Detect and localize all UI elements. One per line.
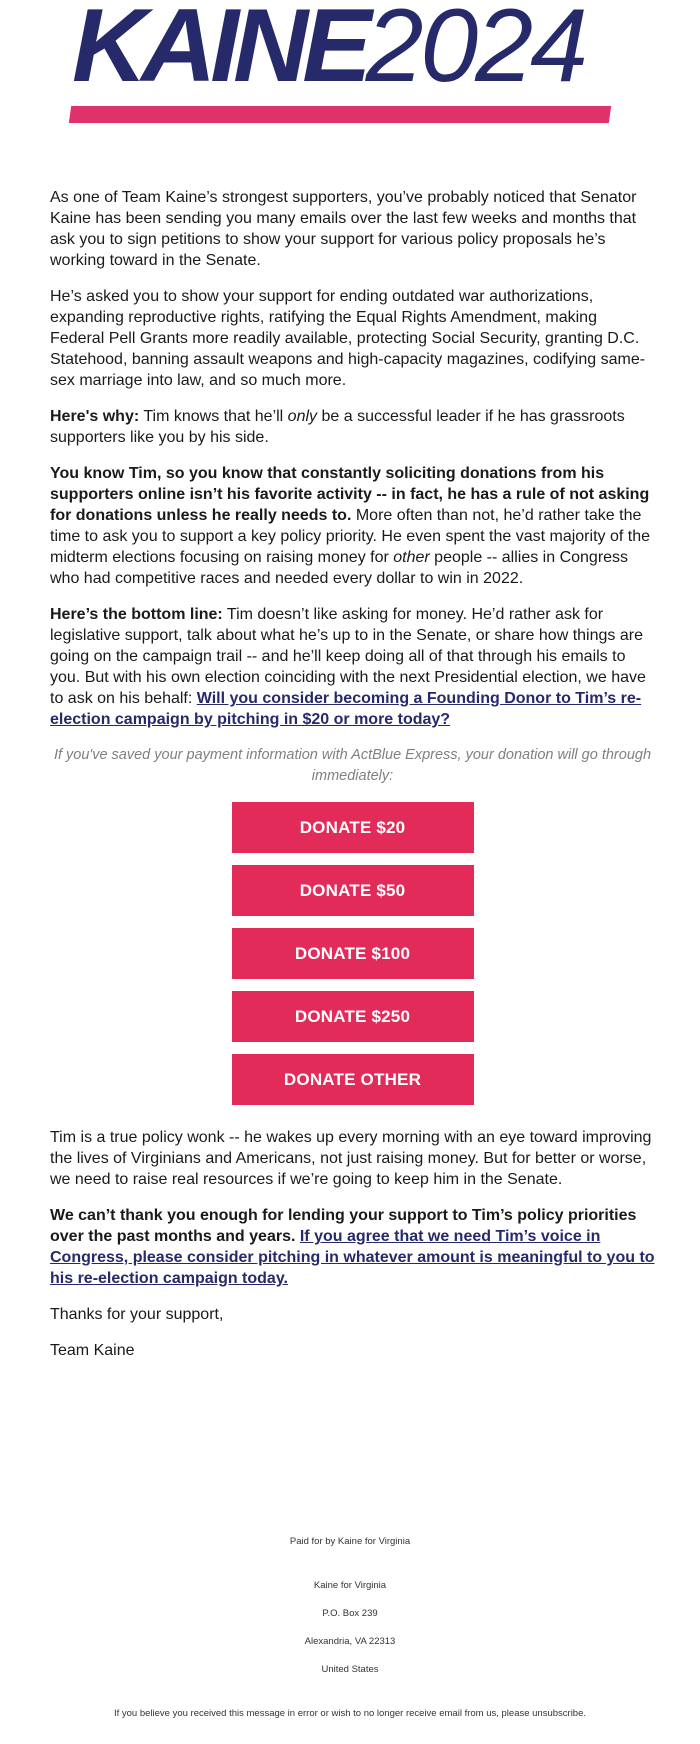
signature: Team Kaine	[50, 1342, 135, 1359]
donate-250-button[interactable]: DONATE $250	[232, 991, 474, 1042]
paragraph-policy-list: He’s asked you to show your support for ending outdated war authorizations, expanding reproductive rights, ratifying the Equal Rights Amendment, making Federal Pell Grants more readily available, protecting Social Security, granting D.C. Statehood, banning assault weapons and high-capacity magazines, codifying same-sex marriage into law, and so much more.	[50, 288, 646, 389]
unsubscribe-notice[interactable]: If you believe you received this message in error or wish to no longer receive email from us, please unsubscribe.	[113, 1708, 587, 1719]
footer-country: United States	[321, 1664, 379, 1675]
paragraph-thank-you: We can’t thank you enough for lending your support to Tim’s policy priorities over the past months and years. If you agree that we need Tim’s voice in Congress, please consider pitching in whatever amount is meaningful to you to his re-election campaign today.	[50, 1207, 655, 1287]
paid-for-disclaimer: Paid for by Kaine for Virginia	[289, 1536, 411, 1547]
logo-year: 2024	[365, 0, 585, 104]
donate-50-button[interactable]: DONATE $50	[232, 865, 474, 916]
footer-org-name: Kaine for Virginia	[313, 1580, 387, 1591]
paragraph-bottom-line: Here’s the bottom line: Tim doesn’t like asking for money. He’d rather ask for legislative support, talk about what he’s up to in the Senate, or share how things are going on the campaign trail -- and he’ll keep doing all of that through his emails to you. But with his own election coinciding with the next Presidential election, we have to ask on his behalf: Will you consider becoming a Founding Donor to Tim’s re-election campaign by pitching in $20 or more today?	[50, 606, 646, 728]
campaign-logo	[0, 0, 700, 130]
footer-po-box: P.O. Box 239	[322, 1608, 378, 1619]
donate-buttons	[50, 802, 655, 1105]
paragraph-heres-why: Here's why: Tim knows that he’ll only be a successful leader if he has grassroots supporters like you by his side.	[50, 408, 625, 446]
founding-donor-link[interactable]: Will you consider becoming a Founding Donor to Tim’s re-election campaign by pitching in $20 or more today?	[50, 690, 642, 728]
closing-line: Thanks for your support,	[50, 1306, 224, 1323]
donate-other-button[interactable]: DONATE OTHER	[232, 1054, 474, 1105]
footer-city: Alexandria, VA 22313	[304, 1636, 396, 1647]
heres-why-label: Here's why:	[50, 408, 140, 425]
paragraph-intro: As one of Team Kaine’s strongest supporters, you’ve probably noticed that Senator Kaine has been sending you many emails over the last few weeks and months that ask you to sign petitions to show your support for various policy proposals he’s working toward in the Senate.	[50, 189, 637, 269]
donate-20-button[interactable]: DONATE $20	[232, 802, 474, 853]
actblue-express-note: If you've saved your payment information with ActBlue Express, your donation will go through immediately:	[53, 747, 652, 784]
paragraph-policy-wonk: Tim is a true policy wonk -- he wakes up every morning with an eye toward improving the lives of Virginians and Americans, not just raising money. But for better or worse, we need to raise real resources if we’re going to keep him in the Senate.	[50, 1129, 652, 1188]
donate-100-button[interactable]: DONATE $100	[232, 928, 474, 979]
re-election-link[interactable]: If you agree that we need Tim’s voice in Congress, please consider pitching in whatever amount is meaningful to you to his re-election campaign today.	[50, 1228, 655, 1287]
logo-wordmark	[72, 0, 585, 104]
logo-name: KAINE	[72, 0, 366, 104]
email-body	[50, 187, 655, 1376]
paragraph-you-know-tim: You know Tim, so you know that constantly soliciting donations from his supporters online isn’t his favorite activity -- in fact, he has a rule of not asking for donations unless he really needs to. More often than not, he’d rather take the time to ask you to support a key policy priority. He even spent the vast majority of the midterm elections focusing on raising money for other people -- allies in Congress who had competitive races and needed every dollar to win in 2022.	[50, 465, 650, 587]
logo-underline-bar	[69, 106, 611, 123]
